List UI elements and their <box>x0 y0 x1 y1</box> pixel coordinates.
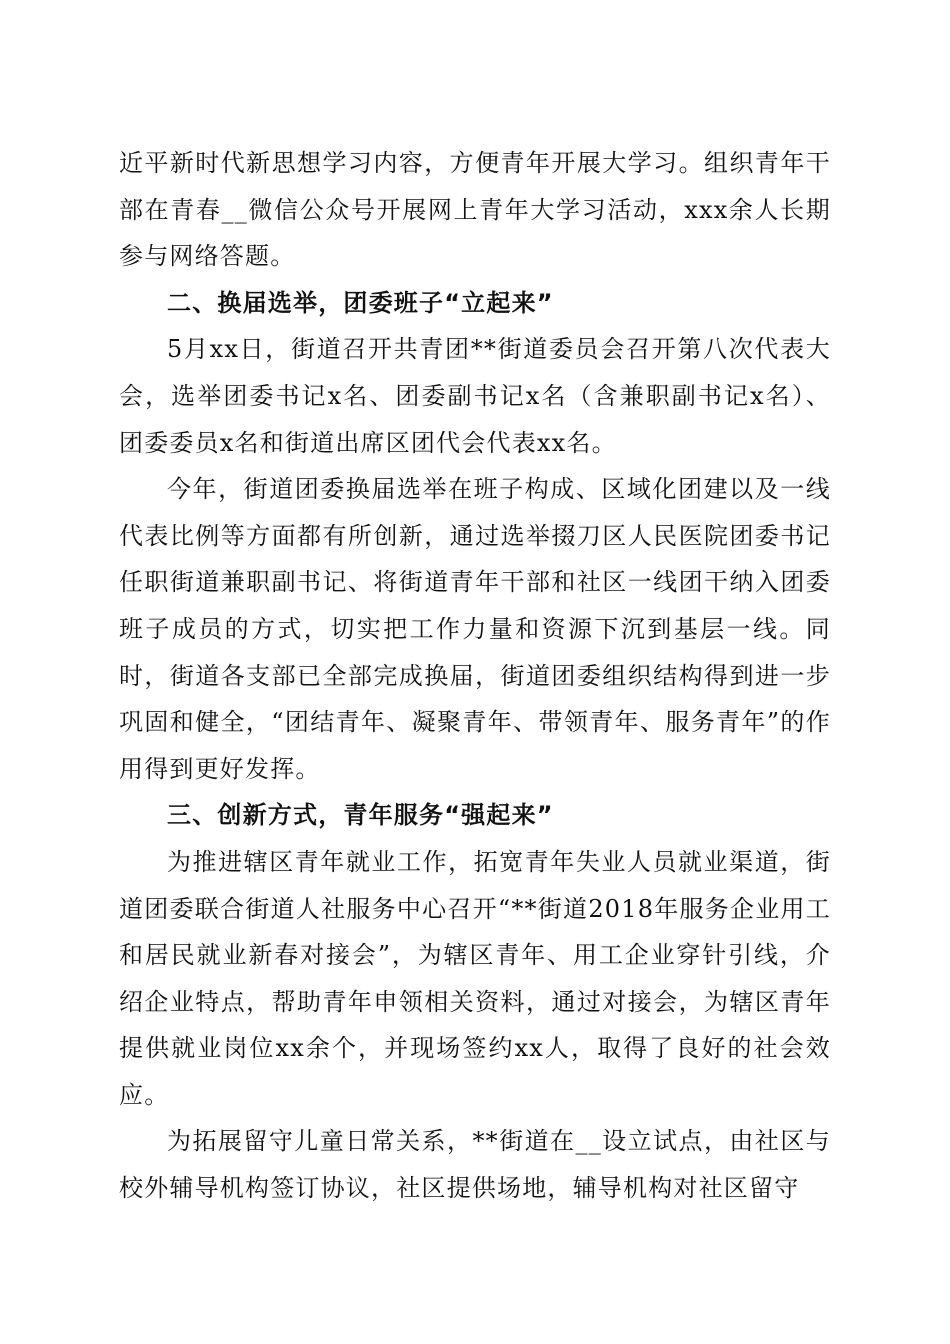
paragraph-study-activity: 近平新时代新思想学习内容，方便青年开展大学习。组织青年干部在青春__微信公众号开展网上青年大学习活动，xxx余人长期参与网络答题。 <box>119 149 831 271</box>
paragraph-left-behind-children: 为拓展留守儿童日常关系，**街道在__设立试点，由社区与校外辅导机构签订协议，社区提供场地，辅导机构对社区留守 <box>119 1127 831 1203</box>
paragraph-congress: 5月xx日，街道召开共青团**街道委员会召开第八次代表大会，选举团委书记x名、团委副书记x名（含兼职副书记x名）、团委委员x名和街道出席区团代会代表xx名。 <box>119 335 831 457</box>
paragraph-employment: 为推进辖区青年就业工作，拓宽青年失业人员就业渠道，街道团委联合街道人社服务中心召开“**街道2018年服务企业用工和居民就业新春对接会”，为辖区青年、用工企业穿针引线，介绍企业特点，帮助青年申领相关资料，通过对接会，为辖区青年提供就业岗位xx余个，并现场签约xx人，取得了良好的社会效应。 <box>119 847 831 1109</box>
section-heading-election: 二、换届选举，团委班子“立起来” <box>167 288 554 317</box>
document-page <box>119 140 831 1212</box>
paragraph-election-innovation: 今年，街道团委换届选举在班子构成、区域化团建以及一线代表比例等方面都有所创新，通过选举掇刀区人民医院团委书记任职街道兼职副书记、将街道青年干部和社区一线团干纳入团委班子成员的方式，切实把工作力量和资源下沉到基层一线。同时，街道各支部已全部完成换届，街道团委组织结构得到进一步巩固和健全，“团结青年、凝聚青年、带领青年、服务青年”的作用得到更好发挥。 <box>119 475 831 783</box>
section-heading-youth-service: 三、创新方式，青年服务“强起来” <box>167 801 554 830</box>
